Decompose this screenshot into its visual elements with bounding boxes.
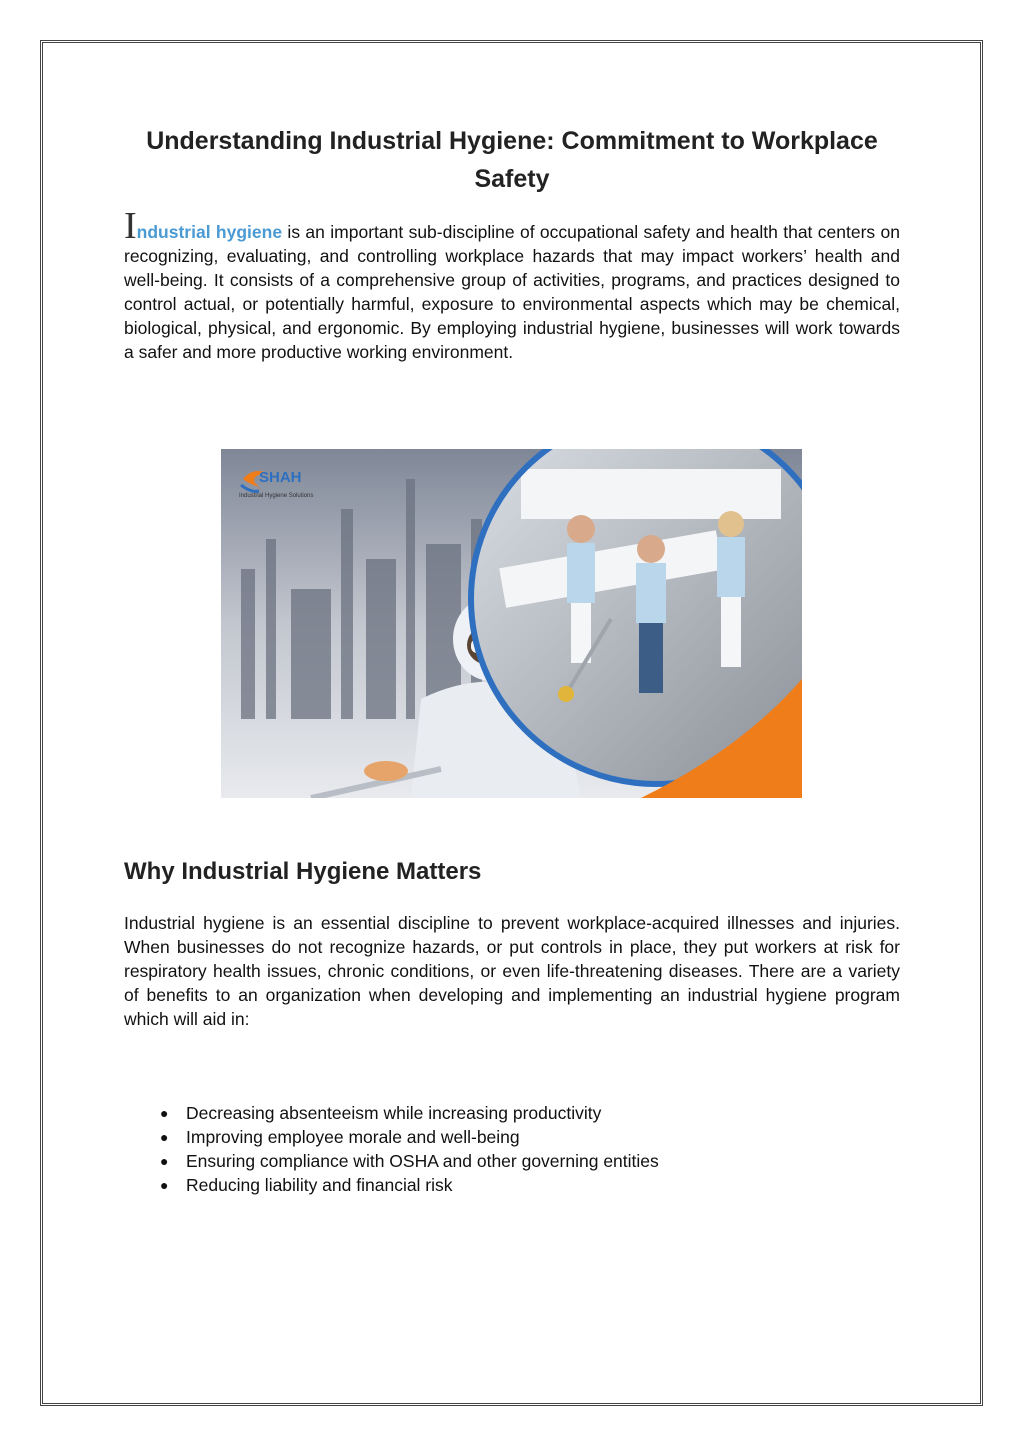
document-title: Understanding Industrial Hygiene: Commitment to Workplace Safety	[146, 127, 878, 193]
bullet-icon: ●	[160, 1153, 169, 1169]
logo-text: SHAH	[259, 469, 302, 486]
drop-cap: I	[124, 205, 137, 247]
section-heading: Why Industrial Hygiene Matters	[124, 858, 482, 885]
section-body: Industrial hygiene is an essential discipline to prevent workplace-acquired illnesses and injuries. When businesses do not recognize hazards, or put controls in place, they put workers at risk for respiratory health issues, chronic conditions, or even life-threatening diseases. There are a variety of benefits to an organization when developing and implementing an industrial hygiene program which will aid in:	[124, 913, 900, 1029]
benefit-text: Ensuring compliance with OSHA and other governing entities	[186, 1151, 659, 1171]
list-item	[160, 1101, 860, 1125]
intro-paragraph	[124, 205, 900, 364]
list-item	[160, 1149, 860, 1173]
bullet-icon: ●	[160, 1177, 169, 1193]
industrial-hygiene-link[interactable]: ndustrial hygiene	[136, 222, 283, 242]
list-item	[160, 1173, 860, 1197]
intro-body: is an important sub-discipline of occupational safety and health that centers on recognizing, evaluating, and controlling workplace hazards that may impact workers’ health and well-being. It consists of a comprehensive group of activities, programs, and practices designed to control actual, or potentially harmful, exposure to environmental aspects which may be chemical, biological, physical, and ergonomic. By employing industrial hygiene, businesses will work towards a safer and more productive working environment.	[124, 222, 900, 362]
bullet-icon: ●	[160, 1129, 169, 1145]
benefits-list	[160, 1101, 860, 1197]
list-item	[160, 1125, 860, 1149]
bullet-icon: ●	[160, 1105, 169, 1121]
benefit-text: Reducing liability and financial risk	[186, 1175, 453, 1195]
benefit-text: Improving employee morale and well-being	[186, 1127, 520, 1147]
hero-image	[221, 449, 802, 798]
logo-tagline: Industrial Hygiene Solutions	[239, 493, 314, 499]
benefit-text: Decreasing absenteeism while increasing productivity	[186, 1103, 602, 1123]
hero-illustration	[221, 449, 802, 798]
